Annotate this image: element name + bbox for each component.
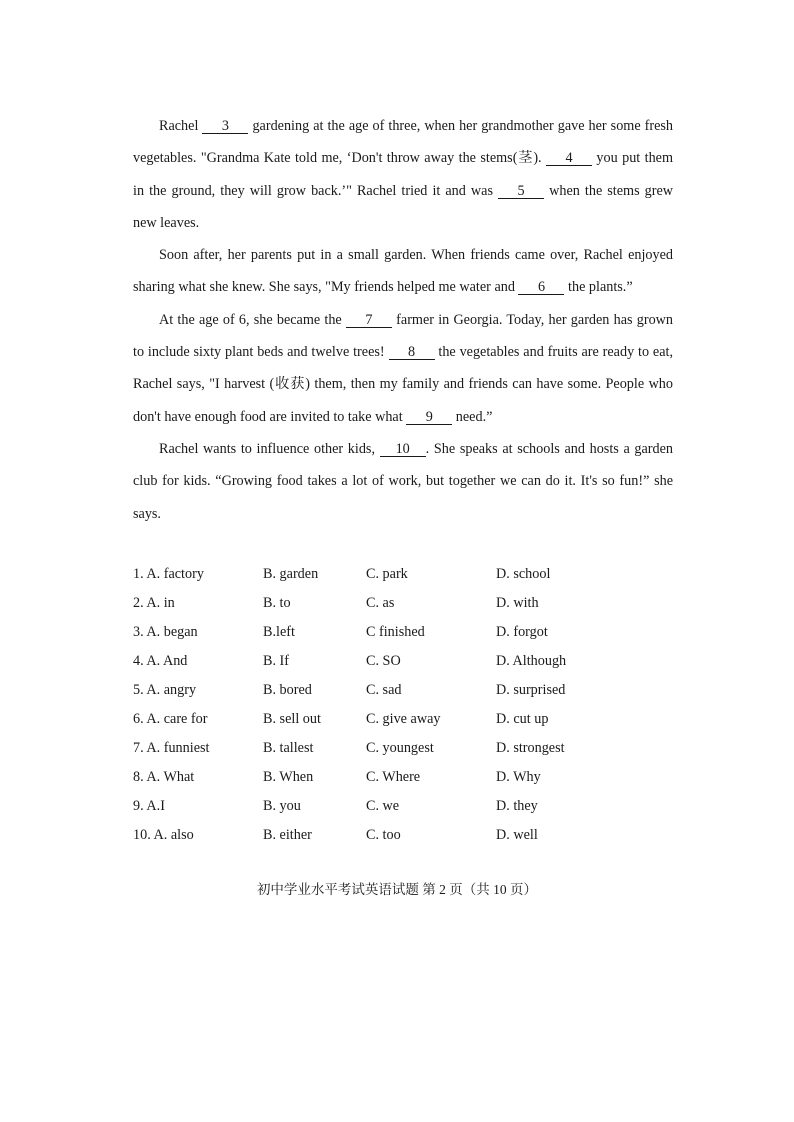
option-a: 10. A. also (133, 827, 194, 843)
paragraph-3: At the age of 6, she became the 7 farmer in Georgia. Today, her garden has grown to include sixty plant beds and twelve trees! 8 the vegetables and fruits are ready to eat, Rachel says, "I harvest (收获) them, then my family and friends can have some. People who don't have enough food are invited to take what 9 need.” (133, 311, 674, 425)
option-a: 8. A. What (133, 769, 195, 785)
option-row (133, 792, 593, 821)
option-row (133, 618, 593, 647)
option-b: B. tallest (263, 740, 314, 756)
option-a: 3. A. began (133, 624, 198, 640)
option-c: C. give away (366, 711, 441, 727)
option-b: B. to (263, 595, 291, 611)
option-b: B. sell out (263, 711, 321, 727)
option-b: B. bored (263, 682, 312, 698)
option-a: 7. A. funniest (133, 740, 210, 756)
option-a: 5. A. angry (133, 682, 197, 698)
option-row (133, 763, 593, 792)
option-b: B. you (263, 798, 301, 814)
option-d: D. Although (496, 653, 567, 669)
option-b: B. garden (263, 566, 319, 582)
option-d: D. cut up (496, 711, 549, 727)
option-c: C finished (366, 624, 425, 640)
paragraph-2: Soon after, her parents put in a small garden. When friends came over, Rachel enjoyed sharing what she knew. She says, "My friends helped me water and 6 the plants.” (133, 247, 673, 296)
cloze-passage (133, 110, 673, 530)
option-c: C. youngest (366, 740, 434, 756)
blank-4: 4 (546, 151, 592, 166)
option-row (133, 589, 593, 618)
paragraph-1: Rachel 3 gardening at the age of three, when her grandmother gave her some fresh vegetables. "Grandma Kate told me, ‘Don't throw away the stems(茎). 4 you put them in the ground, they will grow back.’" Rachel tried it and was 5 when the stems grew new leaves. (133, 118, 674, 231)
blank-9: 9 (406, 410, 452, 425)
option-row (133, 821, 593, 850)
answer-options (133, 560, 593, 850)
option-d: D. forgot (496, 624, 548, 640)
paragraph-4: Rachel wants to influence other kids, 10 . She speaks at schools and hosts a garden club for kids. “Growing food takes a lot of work, but together we can do it. It's so fun!” she says. (133, 440, 674, 522)
option-row (133, 676, 593, 705)
option-a: 1. A. factory (133, 566, 204, 582)
option-d: D. strongest (496, 740, 565, 756)
blank-3: 3 (202, 119, 248, 134)
blank-10: 10 (380, 442, 426, 457)
blank-8: 8 (389, 345, 435, 360)
option-b: B. When (263, 769, 314, 785)
option-row (133, 647, 593, 676)
blank-6: 6 (518, 280, 564, 295)
option-b: B. either (263, 827, 312, 843)
option-d: D. Why (496, 769, 541, 785)
option-row (133, 560, 593, 589)
option-a: 6. A. care for (133, 711, 208, 727)
option-a: 9. A.I (133, 798, 165, 814)
option-c: C. park (366, 566, 408, 582)
blank-7: 7 (346, 313, 392, 328)
blank-5: 5 (498, 184, 544, 199)
option-d: D. school (496, 566, 551, 582)
option-c: C. we (366, 798, 400, 814)
option-d: D. well (496, 827, 538, 843)
option-d: D. they (496, 798, 538, 814)
option-c: C. Where (366, 769, 421, 785)
option-d: D. surprised (496, 682, 566, 698)
option-c: C. too (366, 827, 401, 843)
option-b: B.left (263, 624, 295, 640)
option-row (133, 705, 593, 734)
option-d: D. with (496, 595, 539, 611)
option-c: C. sad (366, 682, 402, 698)
option-a: 2. A. in (133, 595, 175, 611)
option-c: C. SO (366, 653, 401, 669)
option-c: C. as (366, 595, 395, 611)
option-a: 4. A. And (133, 653, 188, 669)
option-row (133, 734, 593, 763)
page-footer: 初中学业水平考试英语试题 第 2 页（共 10 页） (256, 882, 538, 897)
option-b: B. If (263, 653, 290, 669)
